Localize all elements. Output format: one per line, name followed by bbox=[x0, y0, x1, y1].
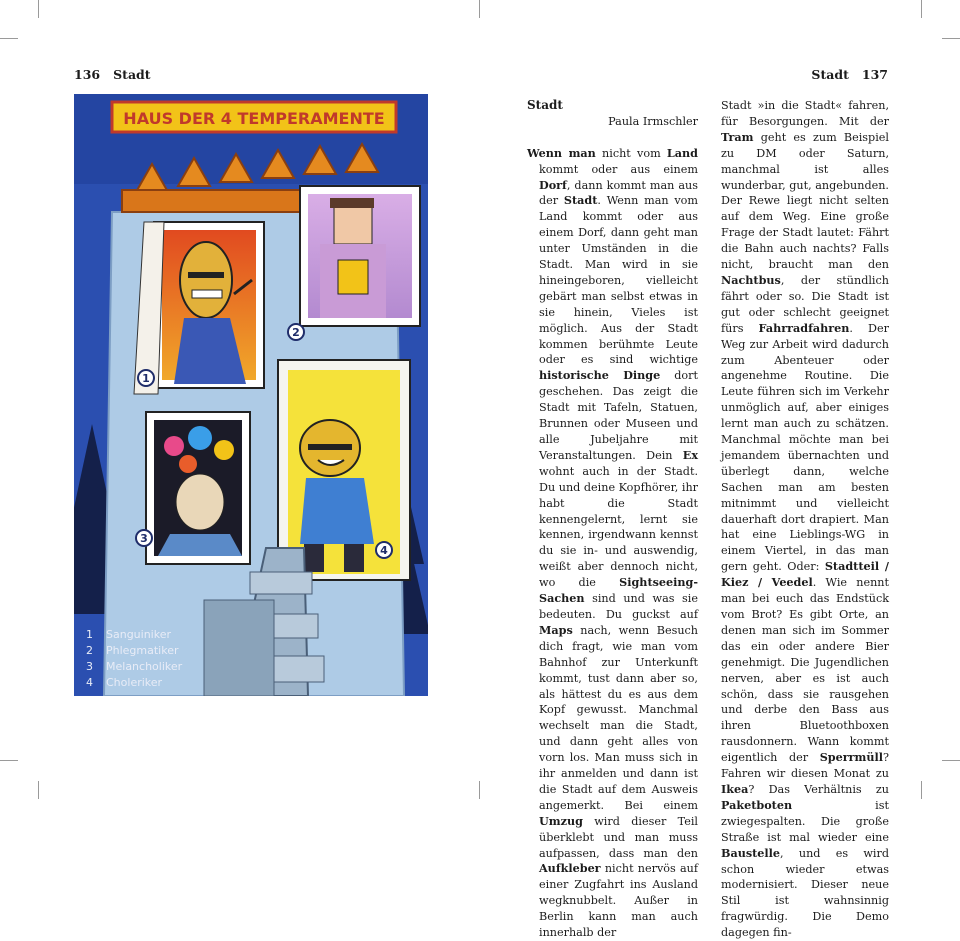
keyword: Land bbox=[666, 145, 698, 160]
crop-mark bbox=[0, 38, 18, 39]
legend-num-2: 2 bbox=[86, 644, 93, 657]
text-run: . Wenn man vom Land kommt oder aus einem Dorf, dann geht man unter Umständen in die Stadt. Man wird in sie hineingeboren, vielleicht gebärt man selbst etwas in sie hinein, Vieles ist möglich. Aus der Stadt kommen berühmte Leute oder es sind wichtige bbox=[539, 194, 698, 367]
author-name: Paula Irmschler bbox=[608, 114, 698, 128]
keyword: Stadtteil / Kiez / Veedel bbox=[721, 559, 889, 590]
text-run: nicht nervös auf einer Zugfahrt ins Ausland wegknubbelt. Außer in Berlin kann man auch innerhalb der bbox=[539, 862, 698, 940]
text-run: . Wie nennt man bei euch das Endstück vom Brot? Es gibt Orte, an denen man sich im Sommer das ein oder andere Bier genehmigt. Die Jugendlichen nerven, aber es ist auch schön, dass sie rausgehen und derbe den Bass aus ihren Bluetoothboxen rausdonnern. Wann kommt eigentlich der bbox=[721, 576, 889, 765]
keyword: historische Dinge bbox=[539, 368, 661, 383]
keyword: Tram bbox=[721, 129, 754, 144]
body-paragraph-right bbox=[721, 98, 889, 941]
crop-mark bbox=[38, 0, 39, 18]
crop-mark bbox=[942, 760, 960, 761]
running-head-left bbox=[74, 67, 151, 82]
text-run: , dann kommt man aus der bbox=[539, 178, 698, 208]
illustration bbox=[74, 94, 428, 696]
text-run: ist zwiegespalten. Die große Straße ist mal wieder eine bbox=[721, 798, 889, 844]
crop-mark bbox=[921, 0, 922, 18]
legend-label-2: Phlegmatiker bbox=[106, 644, 179, 657]
crop-mark bbox=[0, 760, 18, 761]
keyword: Baustelle bbox=[721, 845, 781, 860]
text-column-right bbox=[721, 98, 889, 941]
text-run: geht es zum Beispiel zu DM oder Saturn, manchmal ist alles wunderbar, gut, angebunden. Der Rewe liegt nicht selten auf dem Weg. Eine große Frage der Stadt lautet: Fährt die Bahn auch nachts? Falls nicht, braucht man den bbox=[721, 130, 889, 272]
legend-label-4: Choleriker bbox=[106, 676, 163, 689]
crop-mark bbox=[479, 781, 480, 799]
section-title: Stadt bbox=[527, 98, 563, 112]
text-run: ? Das Verhältnis zu bbox=[748, 782, 889, 796]
text-column-left bbox=[527, 98, 698, 941]
page-number-right: 137 bbox=[861, 67, 888, 82]
running-head-title-left: Stadt bbox=[113, 67, 151, 82]
text-run: dort geschehen. Das zeigt die Stadt mit Tafeln, Statuen, Brunnen oder Museen und alle Jubeljahre mit Veranstaltungen. Dein bbox=[539, 369, 698, 462]
crop-mark bbox=[942, 38, 960, 39]
legend-num-4: 4 bbox=[86, 676, 93, 689]
window-phlegmatiker bbox=[300, 186, 420, 326]
text-run: , und es wird schon wieder etwas modernisiert. Dieser neue Stil ist wahnsinnig fragwürdig. Die Demo dagegen fin- bbox=[721, 846, 889, 940]
text-run: ? Fahren wir diesen Monat zu bbox=[721, 751, 889, 781]
window-sanguiniker bbox=[134, 222, 264, 394]
crop-mark bbox=[38, 781, 39, 799]
crop-mark bbox=[921, 781, 922, 799]
text-run: wird dieser Teil überklebt und man muss aufpassen, dass man den bbox=[539, 814, 698, 860]
keyword: Sightseeing-Sachen bbox=[539, 575, 698, 606]
text-run: , der stündlich fährt oder so. Die Stadt ist gut oder schlecht geeignet fürs bbox=[721, 273, 889, 335]
marker-1: 1 bbox=[142, 372, 150, 385]
page-number-left: 136 bbox=[74, 67, 101, 82]
keyword: Wenn man bbox=[527, 145, 596, 160]
marker-3: 3 bbox=[140, 532, 148, 545]
text-run: wohnt auch in der Stadt. Du und deine Kopfhörer, ihr habt die Stadt kennengelernt, lernt sie kennen, irgendwann kennst du sie in- und auswendig, weißt aber dennoch nicht, wo die bbox=[539, 464, 698, 590]
keyword: Sperrmüll bbox=[819, 750, 883, 765]
keyword: Dorf bbox=[539, 177, 567, 192]
legend-label-1: Sanguiniker bbox=[106, 628, 172, 641]
keyword: Paketboten bbox=[721, 797, 793, 812]
text-run: Stadt »in die Stadt« fahren, für Besorgungen. Mit der bbox=[721, 99, 889, 128]
legend-label-3: Melancholiker bbox=[106, 660, 183, 673]
keyword: Umzug bbox=[539, 813, 583, 828]
window-melancholiker bbox=[146, 412, 250, 564]
text-run: . Der Weg zur Arbeit wird dadurch zum Abenteuer oder angenehme Routine. Die Leute führen sich im Verkehr unmöglich auf, aber einiges lernt man auch zu schätzen. Manchmal möchte man bei jemandem übernachten und überlegt dann, welche Sachen man am besten mitnimmt und vielleicht dauerhaft dort drapiert. Man hat eine Lieblings-WG in einem Viertel, in das man gern geht. Oder: bbox=[721, 321, 889, 574]
running-head-right bbox=[811, 67, 888, 82]
text-run: nicht vom bbox=[595, 146, 667, 160]
body-paragraph-left bbox=[527, 146, 698, 941]
marker-2a: 2 bbox=[292, 326, 300, 339]
sign-text: HAUS DER 4 TEMPERAMENTE bbox=[123, 109, 385, 128]
keyword: Nachtbus bbox=[721, 272, 781, 287]
keyword: Stadt bbox=[563, 193, 598, 208]
keyword: Aufkleber bbox=[539, 861, 601, 876]
keyword: Ex bbox=[682, 447, 698, 462]
marker-4: 4 bbox=[380, 544, 388, 557]
keyword: Maps bbox=[539, 622, 573, 637]
running-head-title-right: Stadt bbox=[811, 67, 849, 82]
legend-num-3: 3 bbox=[86, 660, 93, 673]
legend-num-1: 1 bbox=[86, 628, 93, 641]
text-run: nach, wenn Besuch dich fragt, wie man vom Bahnhof zur Unterkunft kommt, tust dann aber so, als hättest du es aus dem Kopf gewusst. Manchmal wechselt man die Stadt, und dann geht alles von vorn los. Man muss sich in ihr anmelden und dann ist die Stadt auf dem Ausweis angemerkt. Bei einem bbox=[539, 623, 698, 812]
crop-mark bbox=[479, 0, 480, 18]
keyword: Fahrradfahren bbox=[758, 320, 850, 335]
text-run: kommt oder aus einem bbox=[539, 162, 698, 176]
keyword: Ikea bbox=[721, 781, 749, 796]
text-run: sind und was sie bedeuten. Du guckst auf bbox=[539, 592, 698, 621]
